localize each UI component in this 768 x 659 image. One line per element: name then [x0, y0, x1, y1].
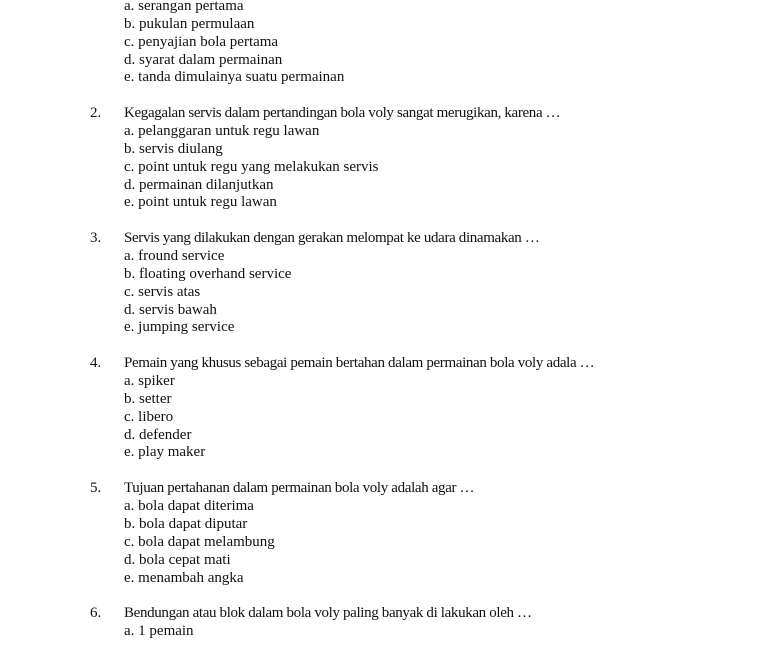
blank-line	[0, 337, 768, 355]
option-text: d. bola cepat mati	[124, 551, 231, 568]
answer-option	[0, 570, 768, 588]
answer-option	[0, 266, 768, 284]
blank-line	[0, 87, 768, 105]
answer-option	[0, 159, 768, 177]
question-number: 6.	[90, 605, 102, 622]
answer-option	[0, 284, 768, 302]
answer-option	[0, 409, 768, 427]
option-text: c. point untuk regu yang melakukan servis	[124, 158, 379, 175]
answer-option	[0, 516, 768, 534]
option-text: a. 1 pemain	[124, 623, 194, 640]
option-text: e. play maker	[124, 444, 206, 461]
answer-option	[0, 427, 768, 445]
option-text: a. spiker	[124, 373, 175, 390]
question-number: 2.	[90, 105, 102, 122]
answer-option	[0, 444, 768, 462]
answer-option	[0, 498, 768, 516]
option-text: e. menambah angka	[124, 569, 244, 586]
answer-option	[0, 552, 768, 570]
question-line	[0, 105, 768, 123]
option-text: e. jumping service	[124, 319, 235, 336]
answer-option	[0, 391, 768, 409]
option-text: e. point untuk regu lawan	[124, 194, 277, 211]
question-number: 5.	[90, 480, 102, 497]
question-line	[0, 230, 768, 248]
question-number: 3.	[90, 230, 102, 247]
option-text: a. pelanggaran untuk regu lawan	[124, 123, 320, 140]
answer-option	[0, 69, 768, 87]
option-text: b. pukulan permulaan	[124, 15, 255, 32]
answer-option	[0, 248, 768, 266]
answer-option	[0, 534, 768, 552]
question-text: Bendungan atau blok dalam bola voly paling banyak di lakukan oleh …	[124, 605, 532, 622]
answer-option	[0, 194, 768, 212]
option-text: c. penyajian bola pertama	[124, 33, 279, 50]
blank-line	[0, 462, 768, 480]
option-text: d. permainan dilanjutkan	[124, 176, 274, 193]
option-text: a. serangan pertama	[124, 0, 244, 14]
question-text: Tujuan pertahanan dalam permainan bola voly adalah agar …	[124, 480, 475, 497]
option-text: b. servis diulang	[124, 140, 223, 157]
option-text: c. libero	[124, 408, 174, 425]
blank-line	[0, 587, 768, 605]
option-text: a. fround service	[124, 248, 225, 265]
option-text: d. servis bawah	[124, 301, 217, 318]
answer-option	[0, 16, 768, 34]
answer-option	[0, 52, 768, 70]
question-text: Kegagalan servis dalam pertandingan bola voly sangat merugikan, karena …	[124, 105, 561, 122]
blank-line	[0, 212, 768, 230]
answer-option	[0, 302, 768, 320]
option-text: b. setter	[124, 390, 172, 407]
answer-option	[0, 373, 768, 391]
question-text: Pemain yang khusus sebagai pemain bertahan dalam permainan bola voly adala …	[124, 355, 595, 372]
blank-line	[0, 641, 768, 659]
question-line	[0, 355, 768, 373]
option-text: d. defender	[124, 426, 192, 443]
option-text: c. servis atas	[124, 283, 201, 300]
question-text: Servis yang dilakukan dengan gerakan melompat ke udara dinamakan …	[124, 230, 540, 247]
answer-option	[0, 319, 768, 337]
option-text: c. bola dapat melambung	[124, 533, 275, 550]
option-text: b. floating overhand service	[124, 265, 292, 282]
answer-option	[0, 34, 768, 52]
question-line	[0, 480, 768, 498]
question-line	[0, 605, 768, 623]
answer-option	[0, 177, 768, 195]
option-text: b. bola dapat diputar	[124, 515, 248, 532]
answer-option	[0, 0, 768, 16]
question-number: 4.	[90, 355, 102, 372]
answer-option	[0, 141, 768, 159]
answer-option	[0, 123, 768, 141]
answer-option	[0, 623, 768, 641]
option-text: e. tanda dimulainya suatu permainan	[124, 69, 345, 86]
option-text: a. bola dapat diterima	[124, 498, 254, 515]
option-text: d. syarat dalam permainan	[124, 51, 283, 68]
